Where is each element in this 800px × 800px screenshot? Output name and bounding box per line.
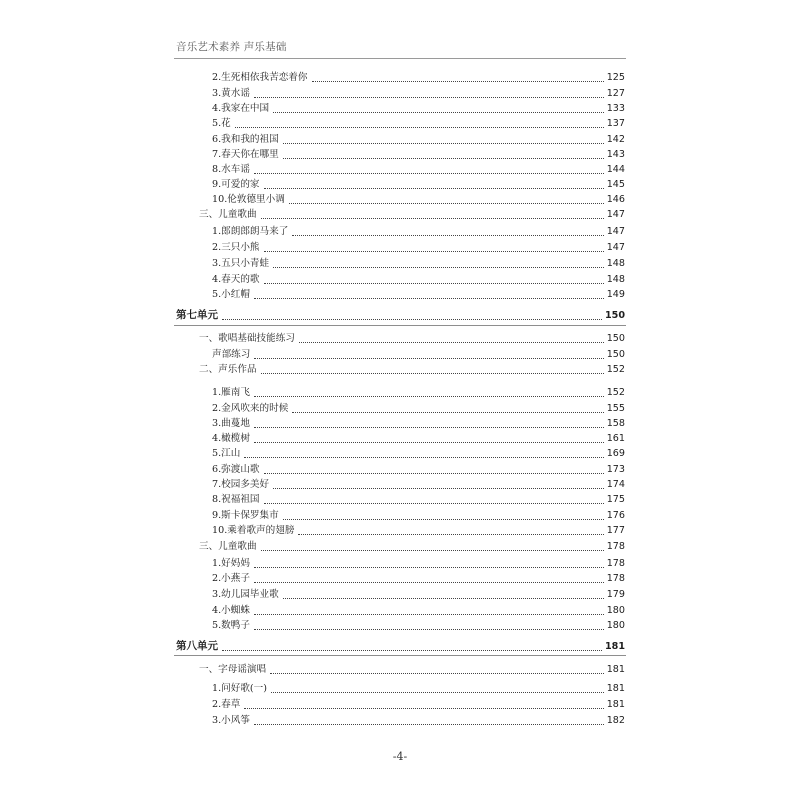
dot-leader [283,598,604,599]
dot-leader [292,235,603,236]
toc-entry-title: 5.小红帽 [212,289,250,300]
dot-leader [273,112,604,113]
dot-leader [264,188,604,189]
toc-entry [0,446,625,461]
toc-entry [0,385,625,400]
toc-entry [0,347,625,362]
toc-page-number: 147 [606,242,625,253]
toc-entry [0,556,625,571]
toc-page-number: 137 [606,118,625,129]
dot-leader [273,267,604,268]
dot-leader [264,283,604,284]
toc-entry [0,431,625,446]
toc-page-number: 146 [606,194,625,205]
toc-page-number: 181 [606,664,625,675]
toc-entry [0,147,625,162]
page-number: -4- [392,750,408,763]
toc-page-number: 177 [606,525,625,536]
toc-entry-title: 2.生死相依我苦恋着你 [212,72,308,83]
toc-page-number: 152 [606,387,625,398]
toc-entry [0,618,625,633]
toc-entry [0,162,625,177]
toc-page-number: 174 [606,479,625,490]
dot-leader [264,503,604,504]
toc-entry [0,571,625,586]
toc-entry-title: 5.数鸭子 [212,620,250,631]
toc-page-number: 142 [606,134,625,145]
toc-page-number: 173 [606,464,625,475]
toc-page-number: 145 [606,179,625,190]
toc-entry [0,101,625,116]
toc-entry-title: 二、声乐作品 [199,364,257,375]
toc-page-number: 180 [606,620,625,631]
dot-leader [261,373,604,374]
dot-leader [283,143,604,144]
dot-leader [244,708,603,709]
toc-entry [0,116,625,131]
toc-entry-title: 2.三只小熊 [212,242,260,253]
toc-page-number: 178 [606,573,625,584]
toc-section-heading [0,207,625,222]
toc-page-number: 143 [606,149,625,160]
toc-entry-title: 9.斯卡保罗集市 [212,510,279,521]
dot-leader [283,158,604,159]
toc-page-number: 175 [606,494,625,505]
toc-entry [0,287,625,302]
toc-entry [0,713,625,728]
dot-leader [254,358,603,359]
toc-page-number: 155 [606,403,625,414]
toc-entry [0,603,625,618]
toc-entry-title: 1.问好歌(一) [212,683,268,694]
toc-page-number: 144 [606,164,625,175]
dot-leader [222,319,602,320]
toc-entry [0,177,625,192]
toc-unit-heading [0,639,625,654]
dot-leader [254,724,604,725]
toc-entry-title: 第八单元 [176,640,218,652]
toc-page-number: 133 [606,103,625,114]
toc-page-number: 152 [606,364,625,375]
toc-page-number: 149 [606,289,625,300]
toc-page-number: 180 [606,605,625,616]
toc-entry [0,256,625,271]
toc-page-number: 125 [606,72,625,83]
dot-leader [283,519,604,520]
toc-entry [0,132,625,147]
toc-entry-title: 第七单元 [176,309,218,321]
toc-entry [0,477,625,492]
toc-entry-title: 三、儿童歌曲 [199,541,257,552]
toc-page-number: 181 [606,683,625,694]
toc-entry-title: 6.我和我的祖国 [212,134,279,145]
running-header: 音乐艺术素养 声乐基础 [176,41,287,53]
toc-entry [0,681,625,696]
toc-page-number: 127 [606,88,625,99]
dot-leader [273,488,604,489]
toc-unit-heading [0,308,625,323]
toc-entry [0,697,625,712]
toc-entry-title: 6.弥渡山歌 [212,464,260,475]
toc-entry-title: 4.橄榄树 [212,433,250,444]
toc-section-heading [0,539,625,554]
toc-entry [0,508,625,523]
toc-page-number: 161 [606,433,625,444]
toc-page-number: 179 [606,589,625,600]
toc-entry [0,192,625,207]
dot-leader [264,473,604,474]
unit-divider-rule [174,655,626,656]
toc-page-number: 181 [606,699,625,710]
toc-entry [0,224,625,239]
toc-page-number: 147 [606,226,625,237]
dot-leader [254,298,604,299]
toc-entry [0,416,625,431]
dot-leader [254,629,604,630]
toc-entry-title: 一、字母谣演唱 [199,664,267,675]
toc-page-number: 148 [606,274,625,285]
toc-entry-title: 1.好妈妈 [212,558,250,569]
dot-leader [254,614,604,615]
toc-entry [0,492,625,507]
dot-leader [299,342,604,343]
toc-page-number: 150 [606,349,625,360]
toc-entry-title: 2.春草 [212,699,241,710]
toc-entry-title: 10.伦敦德里小调 [212,194,285,205]
toc-entry-title: 4.小蜘蛛 [212,605,250,616]
toc-entry-title: 5.花 [212,118,231,129]
toc-section-heading [0,662,625,677]
dot-leader [289,203,604,204]
toc-page-number: 178 [606,541,625,552]
dot-leader [254,427,604,428]
toc-page-number: 178 [606,558,625,569]
toc-page-number: 158 [606,418,625,429]
dot-leader [254,442,604,443]
toc-page-number: 147 [606,209,625,220]
toc-page-number: 181 [604,641,625,652]
toc-entry-title: 3.幼儿园毕业歌 [212,589,279,600]
toc-page-number: 150 [604,310,625,321]
toc-entry-title: 3.小风筝 [212,715,250,726]
dot-leader [270,673,604,674]
toc-entry-title: 2.金风吹来的时候 [212,403,289,414]
toc-entry-title: 7.春天你在哪里 [212,149,279,160]
unit-divider-rule [174,325,626,326]
dot-leader [292,412,603,413]
toc-entry [0,240,625,255]
toc-entry-title: 4.春天的歌 [212,274,260,285]
toc-page-number: 150 [606,333,625,344]
dot-leader [254,582,604,583]
dot-leader [312,81,604,82]
toc-entry [0,86,625,101]
dot-leader [261,550,604,551]
toc-entry [0,462,625,477]
toc-entry [0,523,625,538]
toc-entry-title: 4.我家在中国 [212,103,270,114]
toc-entry-title: 3.曲蔓地 [212,418,250,429]
toc-entry [0,272,625,287]
toc-entry-title: 3.黄水谣 [212,88,250,99]
toc-section-heading [0,331,625,346]
toc-entry-title: 8.祝福祖国 [212,494,260,505]
dot-leader [235,127,604,128]
toc-page-number: 148 [606,258,625,269]
toc-page-number: 182 [606,715,625,726]
toc-entry-title: 5.江山 [212,448,241,459]
toc-section-heading [0,362,625,377]
dot-leader [254,173,604,174]
toc-entry-title: 8.水车谣 [212,164,250,175]
toc-entry [0,70,625,85]
toc-page-number: 169 [606,448,625,459]
toc-entry-title: 9.可爱的家 [212,179,260,190]
dot-leader [261,218,604,219]
toc-entry-title: 三、儿童歌曲 [199,209,257,220]
toc-entry-title: 1.郎朗郎朗马来了 [212,226,289,237]
toc-entry-title: 3.五只小青蛙 [212,258,270,269]
toc-entry [0,587,625,602]
toc-page-number: 176 [606,510,625,521]
toc-entry-title: 1.雁南飞 [212,387,250,398]
dot-leader [264,251,604,252]
toc-entry-title: 2.小燕子 [212,573,250,584]
dot-leader [254,567,604,568]
toc-entry-title: 7.校园多美好 [212,479,270,490]
dot-leader [254,97,604,98]
dot-leader [298,534,603,535]
dot-leader [244,457,603,458]
toc-entry-title: 声部练习 [212,349,251,360]
dot-leader [254,396,604,397]
dot-leader [271,692,604,693]
toc-entry-title: 10.乘着歌声的翅膀 [212,525,295,536]
toc-entry [0,401,625,416]
dot-leader [222,650,602,651]
toc-entry-title: 一、歌唱基础技能练习 [199,333,295,344]
